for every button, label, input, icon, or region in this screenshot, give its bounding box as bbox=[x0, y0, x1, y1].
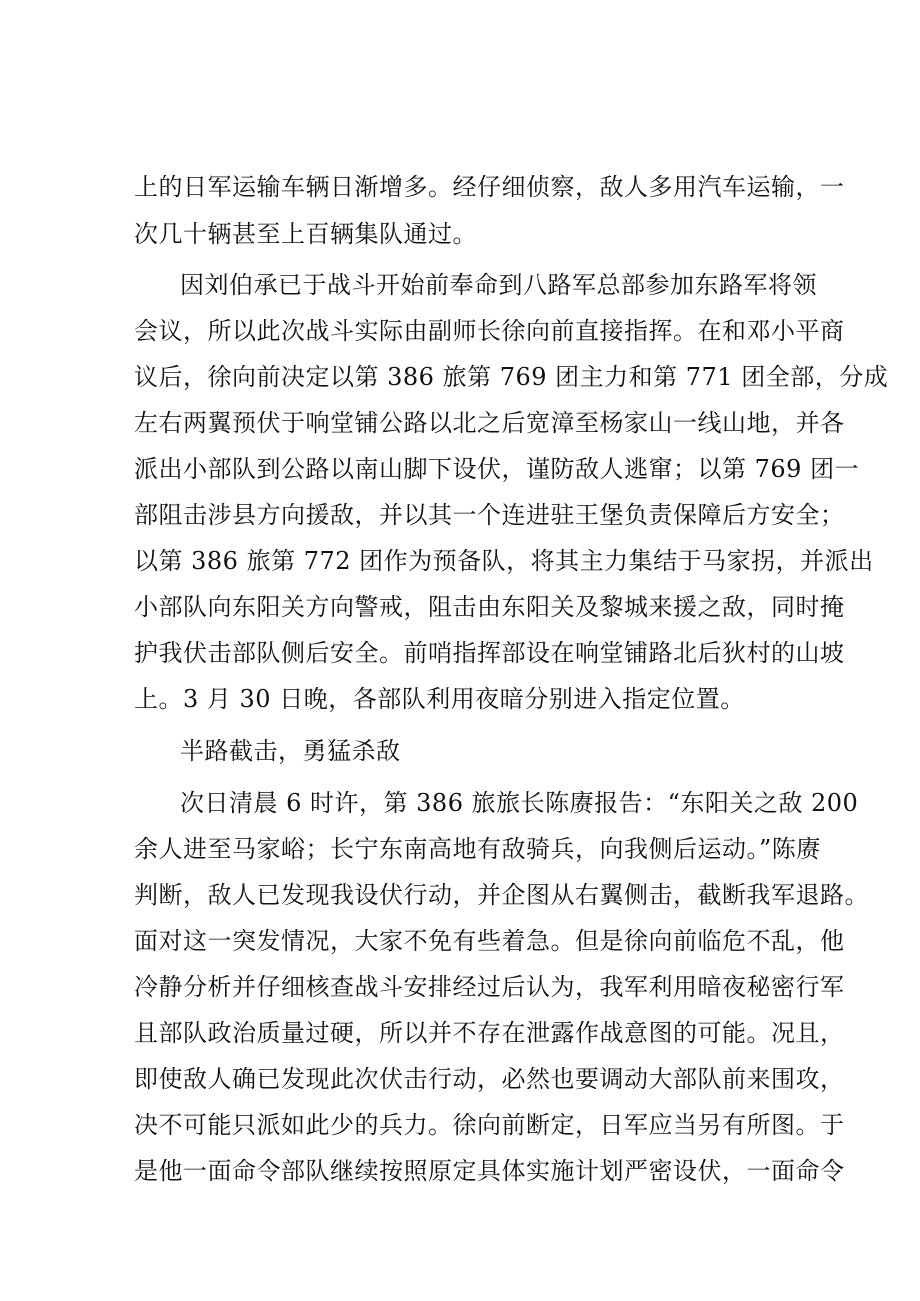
text-line: 余人进至马家峪；长宁东南高地有敌骑兵，向我侧后运动。”陈赓 bbox=[134, 835, 821, 863]
text-line: 以第 386 旅第 772 团作为预备队，将其主力集结于马家拐，并派出 bbox=[134, 547, 874, 575]
text-line: 面对这一突发情况，大家不免有些着急。但是徐向前临危不乱，他 bbox=[134, 927, 845, 955]
text-line: 冷静分析并仔细核查战斗安排经过后认为，我军利用暗夜秘密行军 bbox=[134, 973, 845, 1001]
section-heading: 半路截击，勇猛杀敌 bbox=[180, 737, 401, 765]
text-line: 议后，徐向前决定以第 386 旅第 769 团主力和第 771 团全部，分成 bbox=[134, 363, 889, 391]
text-line: 派出小部队到公路以南山脚下设伏，谨防敌人逃窜；以第 769 团一 bbox=[134, 455, 860, 483]
paragraph-first-line: 次日清晨 6 时许，第 386 旅旅长陈赓报告：“东阳关之敌 200 bbox=[180, 789, 859, 817]
text-line: 即使敌人确已发现此次伏击行动，必然也要调动大部队前来围攻， bbox=[134, 1065, 845, 1093]
text-line: 是他一面命令部队继续按照原定具体实施计划严密设伏，一面命令 bbox=[134, 1157, 845, 1185]
text-line: 部阻击涉县方向援敌，并以其一个连进驻王堡负责保障后方安全； bbox=[134, 501, 845, 529]
text-line: 决不可能只派如此少的兵力。徐向前断定，日军应当另有所图。于 bbox=[134, 1111, 845, 1139]
text-line: 上的日军运输车辆日渐增多。经仔细侦察，敌人多用汽车运输，一 bbox=[134, 173, 845, 201]
text-line: 且部队政治质量过硬，所以并不存在泄露作战意图的可能。况且， bbox=[134, 1019, 845, 1047]
paragraph-first-line: 因刘伯承已于战斗开始前奉命到八路军总部参加东路军将领 bbox=[180, 271, 817, 299]
text-line: 次几十辆甚至上百辆集队通过。 bbox=[134, 220, 477, 248]
text-line: 小部队向东阳关方向警戒，阻击由东阳关及黎城来援之敌，同时掩 bbox=[134, 593, 845, 621]
text-line: 护我伏击部队侧后安全。前哨指挥部设在响堂铺路北后狄村的山坡 bbox=[134, 639, 845, 667]
text-line: 判断，敌人已发现我设伏行动，并企图从右翼侧击，截断我军退路。 bbox=[134, 881, 869, 909]
text-line: 上。3 月 30 日晚，各部队利用夜暗分别进入指定位置。 bbox=[134, 685, 745, 713]
text-line: 左右两翼预伏于响堂铺公路以北之后宽漳至杨家山一线山地，并各 bbox=[134, 409, 845, 437]
text-line: 会议，所以此次战斗实际由副师长徐向前直接指挥。在和邓小平商 bbox=[134, 317, 845, 345]
